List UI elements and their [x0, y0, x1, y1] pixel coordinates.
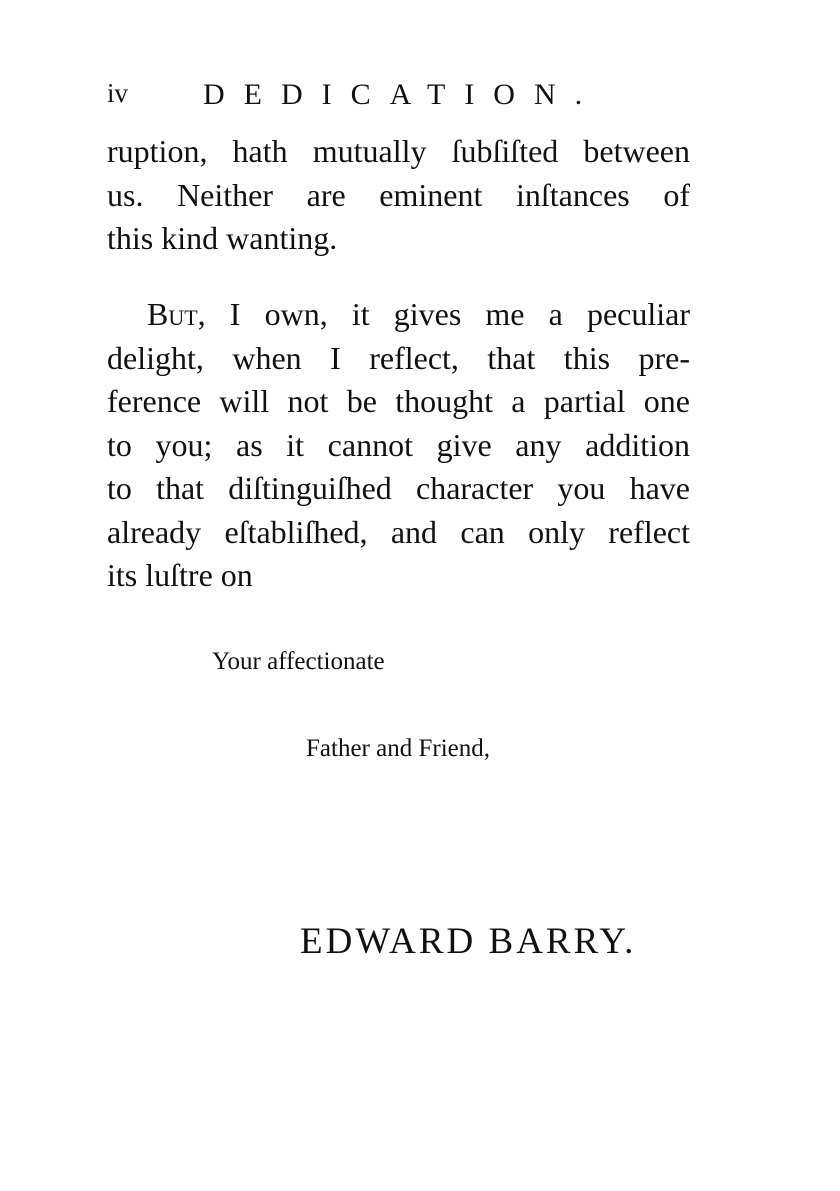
text-line: already eſtabliſhed, and can only reflect: [107, 513, 690, 550]
closing-affectionate: Your affectionate: [212, 648, 385, 675]
page-number: iv: [107, 78, 129, 108]
page-header: [107, 78, 697, 118]
text-line-first: [107, 293, 690, 337]
running-title: DEDICATION.: [203, 78, 602, 111]
signature: EDWARD BARRY.: [300, 921, 637, 962]
text-line: us. Neither are eminent inſtances of: [107, 176, 690, 213]
closing-father-friend: Father and Friend,: [306, 735, 490, 762]
text-line: this kind wanting.: [107, 220, 338, 256]
first-line-rest: I own, it gives me a peculiar: [205, 296, 690, 332]
text-line: to you; as it cannot give any addition: [107, 426, 690, 463]
paragraph-1: [107, 130, 690, 261]
paragraph-2: [107, 293, 690, 598]
text-line: delight, when I reflect, that this pre-: [107, 339, 690, 376]
text-line: its luſtre on: [107, 557, 253, 593]
text-line: ruption, hath mutually ſubſiſted between: [107, 133, 690, 169]
lead-word: But,: [147, 296, 206, 332]
text-line: ference will not be thought a partial one: [107, 383, 690, 419]
text-line: to that diſtinguiſhed character you have: [107, 470, 690, 506]
